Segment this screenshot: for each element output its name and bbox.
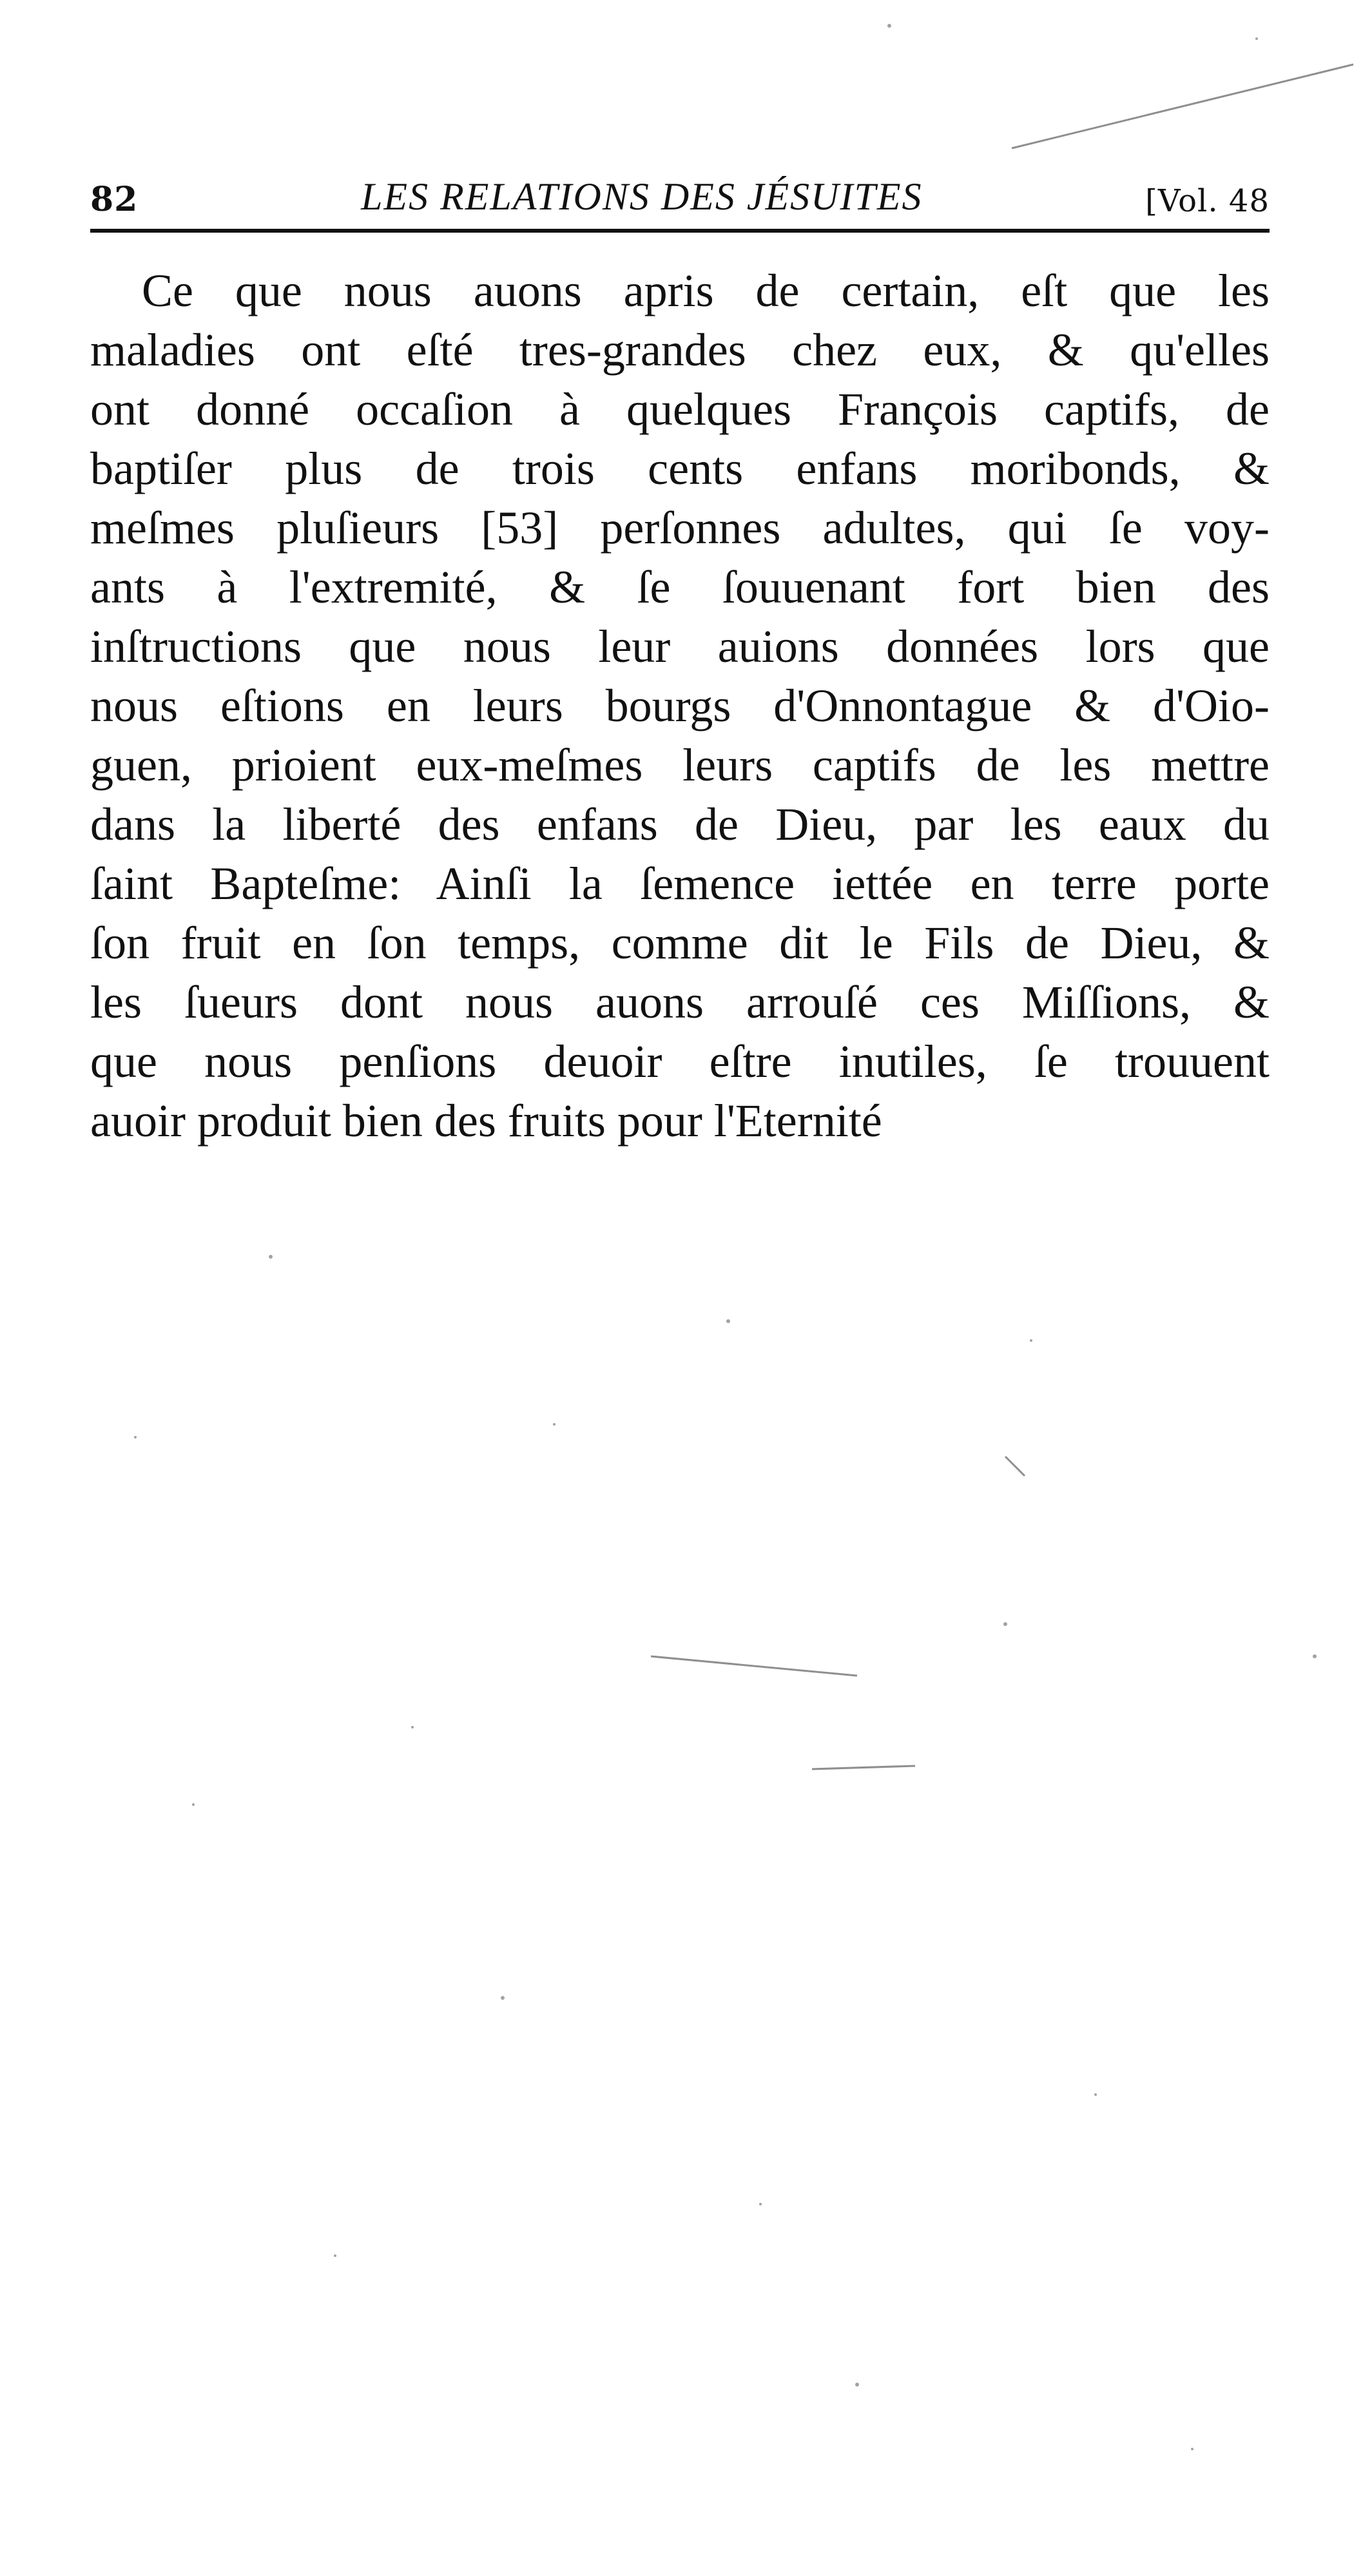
text-line: auoir produit bien des fruits pour l'Eternité	[90, 1095, 882, 1147]
text-line: maladies ont eſté tres-grandes chez eux, & qu'elles	[90, 324, 1270, 376]
text-line: inſtructions que nous leur auions données lors que	[90, 621, 1270, 672]
page-number: 82	[90, 180, 139, 219]
text-line: ont donné occaſion à quelques François captifs, de	[90, 383, 1270, 435]
text-line: les ſueurs dont nous auons arrouſé ces Miſſions, &	[90, 976, 1270, 1028]
running-title: LES RELATIONS DES JÉSUITES	[361, 175, 923, 218]
text-line: dans la liberté des enfans de Dieu, par les eaux du	[90, 799, 1270, 850]
text-line: meſmes pluſieurs [53] perſonnes adultes, qui ſe voy-	[90, 502, 1270, 554]
text-line: baptiſer plus de trois cents enfans moribonds, &	[90, 443, 1270, 494]
body-paragraph	[90, 261, 1270, 1150]
text-line: ſaint Bapteſme: Ainſi la ſemence iettée en terre porte	[90, 858, 1270, 909]
text-line: ſon fruit en ſon temps, comme dit le Fils de Dieu, &	[90, 917, 1270, 969]
running-head	[90, 161, 1270, 219]
text-line: Ce que nous auons apris de certain, eſt que les	[142, 265, 1270, 316]
text-line: nous eſtions en leurs bourgs d'Onnontague & d'Oio-	[90, 680, 1270, 731]
header-rule	[90, 229, 1270, 233]
text-line: ants à l'extremité, & ſe ſouuenant fort bien des	[90, 561, 1270, 613]
text-line: que nous penſions deuoir eſtre inutiles, ſe trouuent	[90, 1036, 1270, 1087]
volume-label: [Vol. 48	[1145, 183, 1270, 219]
text-line: guen, prioient eux-meſmes leurs captifs de les mettre	[90, 739, 1270, 791]
